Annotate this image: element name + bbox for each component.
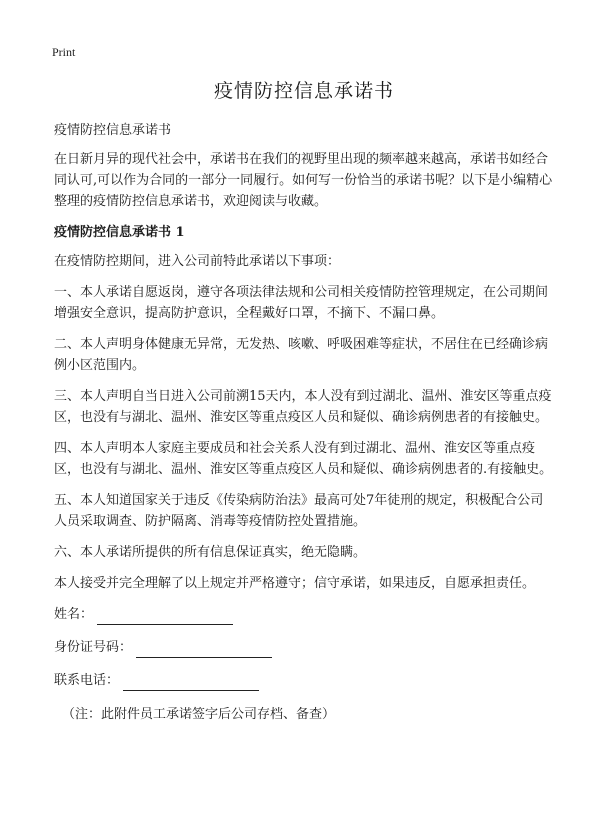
id-label: 身份证号码： [54,640,133,655]
phone-blank-line [123,674,259,691]
pledge-item-4: 四、本人声明本人家庭主要成员和社会关系人没有到过湖北、温州、淮安区等重点疫区，也没有与湖北、温州、淮安区等重点疫区人员和疑似、确诊病例患者的.有接触史。 [54,441,553,477]
name-field [54,604,554,625]
lead-paragraph: 在疫情防控期间，进入公司前特此承诺以下事项： [54,254,341,269]
name-blank-line [97,608,233,625]
page-title: 疫情防控信息承诺书 [213,80,394,102]
closing-paragraph: 本人接受并完全理解了以上规定并严格遵守；信守承诺，如果违反，自愿承担责任。 [54,576,536,591]
section-heading: 疫情防控信息承诺书 1 [54,225,185,240]
phone-field [54,670,554,691]
phone-label: 联系电话： [54,673,120,688]
pledge-item-5: 五、本人知道国家关于违反《传染病防治法》最高可处7年徒刑的规定，积极配合公司人员采取调查、防护隔离、消毒等疫情防控处置措施。 [54,493,544,529]
id-field [54,637,554,658]
intro-paragraph: 在日新月异的现代社会中，承诺书在我们的视野里出现的频率越来越高，承诺书如经合同认可,可以作为合同的一部分一同履行。如何写一份恰当的承诺书呢？以下是小编精心整理的疫情防控信息承诺书，欢迎阅读与收藏。 [54,152,553,209]
name-label: 姓名： [54,607,94,622]
print-link[interactable]: Print [52,45,76,59]
pledge-item-3: 三、本人声明自当日进入公司前溯15天内，本人没有到过湖北、温州、淮安区等重点疫区，也没有与湖北、温州、淮安区等重点疫区人员和疑似、确诊病例患者的有接触史。 [54,389,552,425]
pledge-item-6: 六、本人承诺所提供的所有信息保证真实，绝无隐瞒。 [54,545,367,560]
doc-subtitle: 疫情防控信息承诺书 [54,123,172,138]
footnote: （注：此附件员工承诺签字后公司存档、备查） [62,707,336,722]
pledge-item-1: 一、本人承诺自愿返岗，遵守各项法律法规和公司相关疫情防控管理规定，在公司期间增强安全意识，提高防护意识，全程戴好口罩，不摘下、不漏口鼻。 [54,285,549,321]
document-body [54,78,554,738]
pledge-item-2: 二、本人声明身体健康无异常，无发热、咳嗽、呼吸困难等症状，不居住在已经确诊病例小区范围内。 [54,337,549,373]
id-blank-line [136,641,272,658]
